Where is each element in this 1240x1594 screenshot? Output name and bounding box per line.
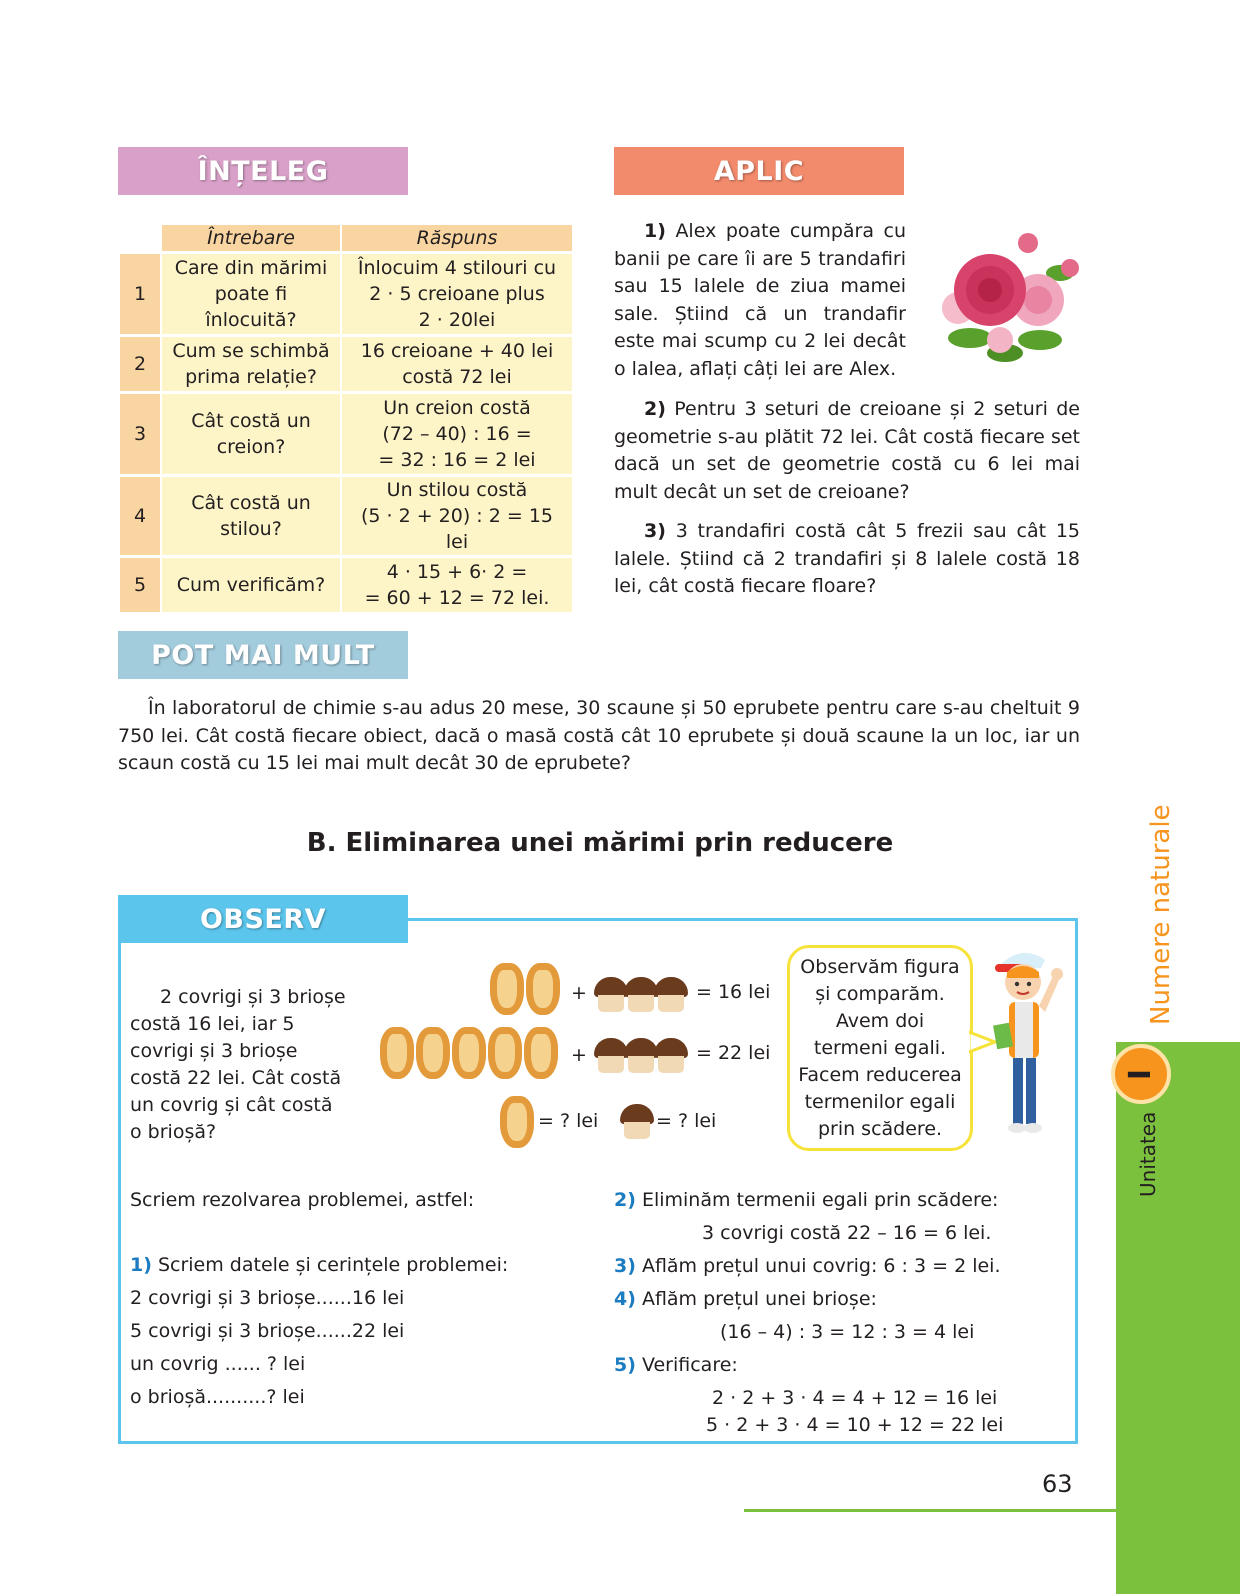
pretzel-icon xyxy=(452,1027,486,1079)
muffin-icon xyxy=(654,1038,688,1074)
row-number: 3 xyxy=(120,394,160,474)
pretzel-icon xyxy=(500,1096,534,1148)
header-inteleg xyxy=(118,147,408,195)
unknown-muffin-value: = ? lei xyxy=(656,1110,717,1132)
muffin-group xyxy=(594,1038,684,1074)
footer-line xyxy=(744,1509,1116,1512)
data-line-4: o brioșă..........? lei xyxy=(130,1386,305,1408)
header-pot-label: POT MAI MULT xyxy=(151,639,375,671)
unknown-muffin xyxy=(620,1104,650,1140)
row-number: 5 xyxy=(120,558,160,612)
muffin-icon xyxy=(654,977,688,1013)
unknown-pretzel xyxy=(500,1096,536,1148)
header-observ xyxy=(118,895,408,943)
unit-side-label: Unitatea xyxy=(1136,1111,1160,1197)
observ-problem: 2 covrigi și 3 brioșe costă 16 lei, iar 5 covrigi și 3 brioșe costă 22 lei. Cât costă un covrig și cât costă o brioșă? xyxy=(130,986,346,1143)
muffin-icon xyxy=(594,977,628,1013)
col-question-header: Întrebare xyxy=(162,225,340,251)
step-3: 3) Aflăm prețul unui covrig: 6 : 3 = 2 lei. xyxy=(614,1255,1001,1277)
equation-row-1 xyxy=(490,963,562,1015)
table-row xyxy=(120,394,572,474)
unit-side-topic: Numere naturale xyxy=(1146,804,1176,1025)
step-2: 2) Eliminăm termenii egali prin scădere: xyxy=(614,1189,999,1211)
unit-side-tab xyxy=(1116,1042,1240,1594)
row-number: 1 xyxy=(120,254,160,334)
pretzel-icon xyxy=(526,963,560,1015)
plus-sign: + xyxy=(571,982,587,1004)
step-1: 1) Scriem datele și cerințele problemei: xyxy=(130,1254,509,1276)
unit-number-badge: I xyxy=(1111,1044,1171,1104)
pretzel-icon xyxy=(490,963,524,1015)
muffin-icon xyxy=(594,1038,628,1074)
roses-bouquet-icon xyxy=(930,228,1080,368)
verification-2: 5 · 2 + 3 · 4 = 10 + 12 = 22 lei xyxy=(706,1414,1004,1436)
step-5: 5) Verificare: xyxy=(614,1354,738,1376)
speech-bubble: Observăm figura și comparăm. Avem doi termeni egali. Facem reducerea termenilor egali prin scădere. xyxy=(787,945,973,1151)
header-inteleg-label: ÎNȚELEG xyxy=(197,155,329,187)
section-title: B. Eliminarea unei mărimi prin reducere xyxy=(306,828,894,858)
equation-row-2 xyxy=(380,1027,560,1079)
muffin-icon xyxy=(620,1104,654,1140)
inteleg-table xyxy=(118,222,574,615)
pretzel-icon xyxy=(416,1027,450,1079)
aplic-problem-3: 3) 3 trandafiri costă cât 5 frezii sau cât 15 lalele. Știind că 2 trandafiri și 8 lalele costă 18 lei, cât costă fiecare floare? xyxy=(614,520,1080,597)
unknown-pretzel-value: = ? lei xyxy=(538,1110,599,1132)
row-number: 4 xyxy=(120,477,160,555)
row-answer: Înlocuim 4 stilouri cu 2 · 5 creioane plus 2 · 20lei xyxy=(342,254,572,334)
verification-1: 2 · 2 + 3 · 4 = 4 + 12 = 16 lei xyxy=(712,1387,998,1409)
row-question: Cât costă un stilou? xyxy=(162,477,340,555)
muffin-group xyxy=(594,977,684,1013)
pretzel-icon xyxy=(524,1027,558,1079)
header-aplic-label: APLIC xyxy=(713,155,805,187)
table-row xyxy=(120,254,572,334)
equation-2-value: = 22 lei xyxy=(696,1042,771,1064)
col-answer-header: Răspuns xyxy=(342,225,572,251)
table-row xyxy=(120,337,572,391)
row-answer: 4 · 15 + 6· 2 = = 60 + 12 = 72 lei. xyxy=(342,558,572,612)
data-line-1: 2 covrigi și 3 brioșe......16 lei xyxy=(130,1287,405,1309)
pot-mai-mult-problem: În laboratorul de chimie s-au adus 20 mese, 30 scaune și 50 eprubete pentru care s-au cheltuit 9 750 lei. Cât costă fiecare obiect, dacă o masă costă cât 10 eprubete și două scaune la un loc, iar un scaun costă cu 15 lei mai mult decât 30 de eprubete? xyxy=(118,697,1080,774)
row-answer: Un creion costă (72 – 40) : 16 = = 32 : 16 = 2 lei xyxy=(342,394,572,474)
pretzel-icon xyxy=(488,1027,522,1079)
step-4-result: (16 – 4) : 3 = 12 : 3 = 4 lei xyxy=(720,1321,975,1343)
aplic-problem-1: 1) Alex poate cumpăra cu banii pe care îi are 5 trandafiri sau 15 lalele de ziua mamei sale. Știind că un trandafir este mai scump cu 2 lei decât o lalea, aflați câți lei are Alex. xyxy=(614,220,906,380)
muffin-icon xyxy=(624,977,658,1013)
aplic-problem-2: 2) Pentru 3 seturi de creioane și 2 seturi de geometrie s-au plătit 72 lei. Cât costă fiecare set dacă un set de geometrie costă cu 6 lei mai mult decât un set de creioane? xyxy=(614,398,1080,503)
page-number: 63 xyxy=(1042,1470,1073,1498)
table-header-row xyxy=(120,225,572,251)
equation-1-value: = 16 lei xyxy=(696,981,771,1003)
row-answer: 16 creioane + 40 lei costă 72 lei xyxy=(342,337,572,391)
row-answer: Un stilou costă (5 · 2 + 20) : 2 = 15 lei xyxy=(342,477,572,555)
row-question: Cum verificăm? xyxy=(162,558,340,612)
header-aplic xyxy=(614,147,904,195)
row-number: 2 xyxy=(120,337,160,391)
row-question: Cum se schimbă prima relație? xyxy=(162,337,340,391)
pretzel-icon xyxy=(380,1027,414,1079)
table-row xyxy=(120,558,572,612)
step-4: 4) Aflăm prețul unei brioșe: xyxy=(614,1288,877,1310)
header-observ-label: OBSERV xyxy=(199,903,327,935)
row-question: Care din mărimi poate fi înlocuită? xyxy=(162,254,340,334)
table-row xyxy=(120,477,572,555)
solution-intro: Scriem rezolvarea problemei, astfel: xyxy=(130,1189,475,1211)
data-line-3: un covrig ...... ? lei xyxy=(130,1353,306,1375)
plus-sign: + xyxy=(571,1044,587,1066)
muffin-icon xyxy=(624,1038,658,1074)
step-2-result: 3 covrigi costă 22 – 16 = 6 lei. xyxy=(702,1222,992,1244)
data-line-2: 5 covrigi și 3 brioșe......22 lei xyxy=(130,1320,405,1342)
row-question: Cât costă un creion? xyxy=(162,394,340,474)
boy-character-icon xyxy=(993,946,1073,1142)
header-pot-mai-mult xyxy=(118,631,408,679)
